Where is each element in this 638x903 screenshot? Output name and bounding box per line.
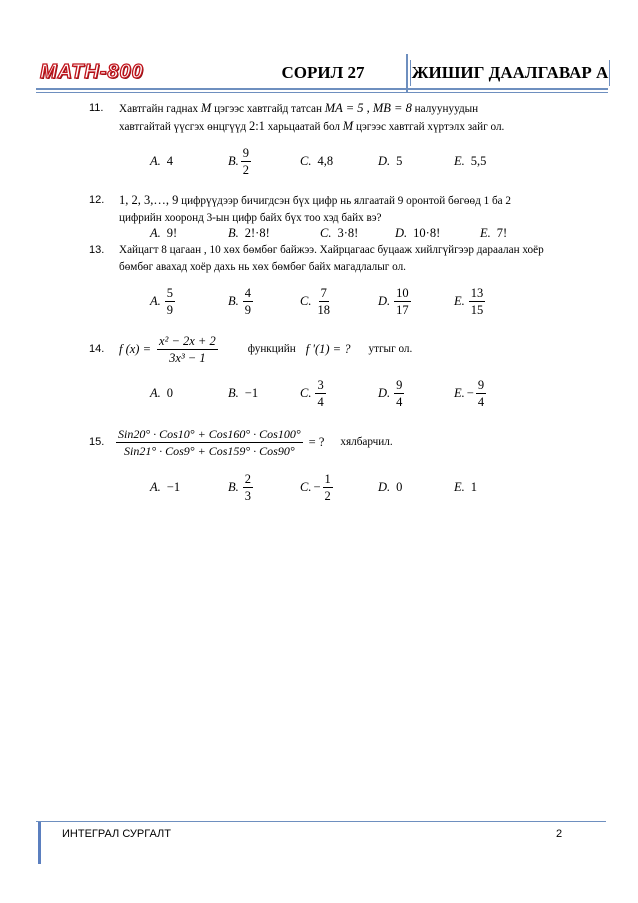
fraction: $\frac{4}{9}$ — [244, 285, 252, 317]
footer-rule — [36, 821, 606, 822]
text-fragment: бөмбөг авахад хоёр дахь нь хөх бөмбөг байх магадлалыг ол. — [119, 261, 406, 273]
text-fragment: налуунуудын — [414, 103, 479, 115]
math-sequence: 1, 2, 3,…, 9 — [119, 193, 179, 207]
answer-options-11 — [150, 143, 570, 179]
fraction: $\frac{10}{17}$ — [396, 285, 409, 317]
option-b[interactable]: B. $\frac{2}{3}$ — [228, 471, 252, 503]
function-lhs: f (x) = — [119, 341, 152, 356]
option-a[interactable]: A. 4 — [150, 153, 174, 168]
question-number: 12. — [89, 194, 105, 206]
option-e[interactable]: E. 1 — [454, 479, 478, 494]
question-text — [119, 100, 559, 136]
question-text — [114, 420, 554, 464]
header-divider — [406, 54, 408, 92]
question-text — [119, 242, 569, 276]
text-fragment: Хавтгайн гаднах — [119, 103, 199, 115]
header-rule — [36, 88, 608, 90]
fraction: $\frac{2}{3}$ — [244, 471, 252, 503]
question-text — [119, 330, 559, 368]
function-fraction: $\frac{\text{x² − 2x + 2}}{\text{3x³ − 1}}$ — [159, 333, 216, 365]
option-d[interactable]: D. 5 — [378, 153, 403, 168]
option-d[interactable]: D. $\frac{9}{4}$ — [378, 377, 403, 409]
fraction: $\frac{9}{4}$ — [477, 377, 485, 409]
question-number: 15. — [89, 436, 105, 448]
variant-title: ЖИШИГ ДААЛГАВАР А — [410, 60, 610, 86]
math-ratio: 2:1 — [248, 119, 265, 133]
question-15 — [89, 420, 562, 464]
option-a[interactable]: A. $\frac{5}{9}$ — [150, 285, 174, 317]
footer-org: ИНТЕГРАЛ СУРГАЛТ — [62, 828, 171, 840]
fraction: $\frac{9}{2}$ — [242, 145, 250, 177]
math-expression: f '(1) = ? — [305, 341, 351, 356]
fraction: $\frac{3}{4}$ — [317, 377, 324, 409]
text-fragment: цэгээс хавтгайд татсан — [214, 103, 322, 115]
option-a[interactable]: A. 9! — [150, 225, 178, 240]
option-a[interactable]: A. −1 — [150, 479, 181, 494]
header-rule-thin — [36, 92, 608, 93]
option-a[interactable]: A. 0 — [150, 385, 174, 400]
math-expression: MA = 5 , MB = 8 — [324, 101, 412, 115]
text-fragment: харьцаатай бол — [267, 121, 340, 133]
option-c[interactable]: C. $\frac{3}{4}$ — [300, 377, 324, 409]
text-fragment: цифрийн хооронд 3-ын цифр байх бүх тоо хэд байх вэ? — [119, 212, 382, 224]
option-e[interactable]: E. 7! — [480, 225, 508, 240]
question-13 — [89, 240, 562, 280]
text-fragment: утгыг ол. — [368, 342, 413, 355]
option-e[interactable]: E. $\frac{13}{15}$ — [454, 285, 484, 317]
option-c[interactable]: C. 3·8! — [320, 225, 359, 240]
answer-options-15 — [150, 469, 570, 505]
page-number: 2 — [556, 828, 563, 840]
text-fragment: цифрүүдээр бичигдсэн бүх цифр нь ялгаатай 9 оронтой бөгөөд 1 ба 2 — [181, 195, 512, 207]
text-fragment: функцийн — [247, 342, 296, 355]
fraction: $\frac{7}{18}$ — [317, 285, 330, 317]
question-number: 14. — [89, 343, 105, 355]
answer-options-13 — [150, 283, 570, 319]
math-point-m: M — [342, 119, 354, 133]
fraction: $\frac{9}{4}$ — [396, 377, 403, 409]
option-b[interactable]: B. $\frac{4}{9}$ — [228, 285, 252, 317]
option-d[interactable]: D. $\frac{10}{17}$ — [378, 285, 409, 317]
math-expression: = ? — [308, 434, 325, 449]
text-fragment: цэгээс хавтгай хүртэлх зайг ол. — [355, 121, 505, 133]
page-header — [36, 54, 609, 92]
question-text — [119, 192, 559, 227]
option-e[interactable]: E. − $\frac{9}{4}$ — [454, 377, 485, 409]
option-c[interactable]: C. 4,8 — [300, 153, 334, 168]
text-fragment: хавтгайтай үүсгэх өнцгүүд — [119, 121, 247, 133]
option-c[interactable]: C. − $\frac{1}{2}$ — [300, 471, 331, 503]
fraction: $\frac{13}{15}$ — [470, 285, 484, 317]
text-fragment: хялбарчил. — [340, 435, 393, 448]
answer-options-14 — [150, 375, 570, 411]
option-d[interactable]: D. 10·8! — [395, 225, 441, 240]
text-fragment: Хайцагт 8 цагаан , 10 хөх бөмбөг байжээ. Хайрцагаас буцааж хийлгүйгээр дараалан хоёр — [119, 244, 544, 256]
fraction: $\frac{1}{2}$ — [324, 471, 331, 503]
fraction: $\frac{5}{9}$ — [166, 285, 174, 317]
option-b[interactable]: B. −1 — [228, 385, 259, 400]
option-e[interactable]: E. 5,5 — [454, 153, 487, 168]
question-number: 13. — [89, 244, 105, 256]
option-d[interactable]: D. 0 — [378, 479, 403, 494]
question-number: 11. — [89, 102, 104, 114]
math-point-m: M — [200, 101, 212, 115]
option-c[interactable]: C. $\frac{7}{18}$ — [300, 285, 330, 317]
brand-logo: МАТН-800 — [40, 61, 144, 83]
option-b[interactable]: B. 2!·8! — [228, 225, 270, 240]
test-title: СОРИЛ 27 — [281, 63, 365, 82]
trig-fraction: $\frac{\text{Sin20° · Cos10° + Cos160° · Cos100°}}{\text{Sin21° · Cos9° + Cos159° · Cos90°}}$ — [118, 426, 301, 458]
question-14 — [89, 330, 562, 370]
option-b[interactable]: B. $\frac{9}{2}$ — [228, 145, 250, 177]
footer-accent-bar — [38, 822, 41, 864]
